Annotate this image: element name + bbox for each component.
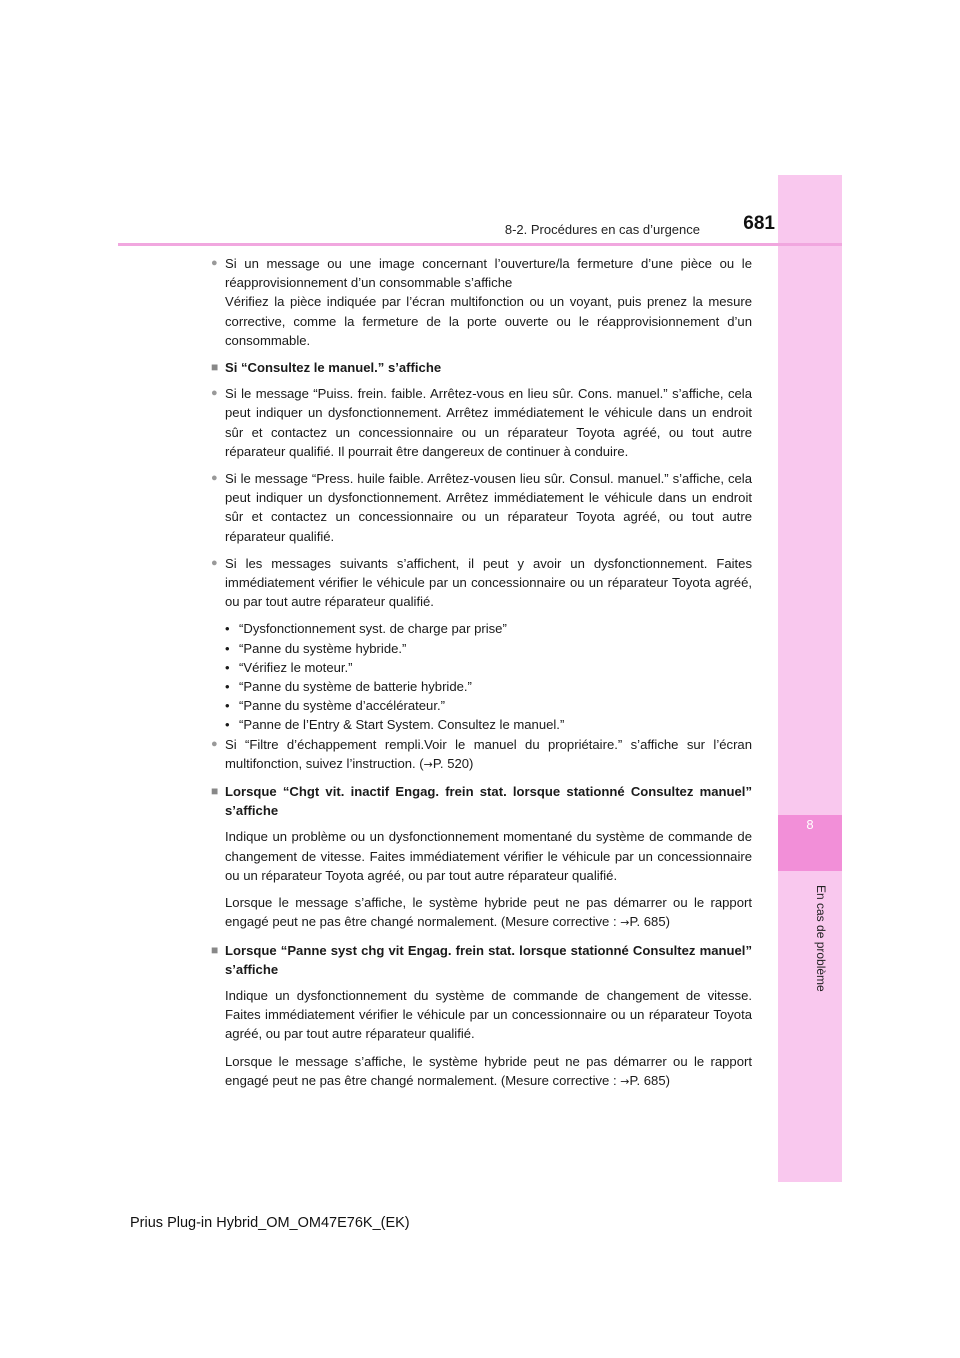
heading-text: Si “Consultez le manuel.” s’affiche	[225, 360, 442, 376]
section-heading	[211, 782, 752, 820]
page-ref-arrow-icon: →	[620, 1074, 630, 1088]
page-number: 681	[743, 213, 775, 234]
footer-document-id: Prius Plug-in Hybrid_OM_OM47E76K_(EK)	[130, 1215, 410, 1231]
bullet-text: Si un message ou une image concernant l’ouverture/la fermeture d’une pièce ou le réapprovisionnement d’un consommable s’affiche	[225, 256, 752, 291]
list-item: • “Panne du système hybride.”	[225, 640, 407, 656]
bullet-circle-icon: ●	[211, 387, 218, 400]
page-ref-arrow-icon: →	[423, 757, 433, 771]
square-bullet-icon: ■	[211, 784, 219, 799]
bullet-circle-icon: ●	[211, 472, 218, 485]
square-bullet-icon: ■	[211, 942, 219, 957]
bullet-item	[211, 554, 752, 612]
bullet-circle-icon: ●	[211, 737, 218, 750]
header-rule	[118, 243, 842, 246]
paragraph: Lorsque le message s’affiche, le système hybride peut ne pas démarrer ou le rapport engagé peut ne pas être changé normalement. (Mesure corrective : →P. 685)	[225, 895, 752, 930]
paragraph: Indique un dysfonctionnement du système de commande de changement de vitesse. Faites immédiatement vérifier le véhicule par un concessionnaire ou un réparateur Toyota agréé, ou par tout autre réparateur qualifié.	[225, 987, 752, 1042]
list-item: • “Panne du système d’accélérateur.”	[225, 698, 445, 714]
square-bullet-icon: ■	[211, 360, 219, 375]
bullet-circle-icon: ●	[211, 556, 218, 569]
bullet-item	[211, 735, 752, 774]
bullet-text: Si le message “Puiss. frein. faible. Arrêtez-vous en lieu sûr. Cons. manuel.” s’affiche, cela peut indiquer un dysfonctionnement. Arrêtez immédiatement le véhicule dans un endroit sûr et contactez un concessionnaire ou un réparateur Toyota agréé, ou tout autre réparateur qualifié. Il pourrait être dangereux de continuer à conduire.	[225, 386, 752, 459]
page-ref-link[interactable]: P. 685)	[629, 1072, 670, 1088]
chapter-title: En cas de problème	[814, 885, 828, 992]
bullet-text: Si le message “Press. huile faible. Arrêtez-vousen lieu sûr. Consul. manuel.” s’affiche, cela peut indiquer un dysfonctionnement. Arrêtez immédiatement le véhicule dans un endroit sûr et contactez un concessionnaire ou un réparateur Toyota agréé, ou tout autre réparateur qualifié.	[225, 471, 752, 544]
section-title: 8-2. Procédures en cas d’urgence	[504, 222, 700, 237]
bullet-body: Vérifiez la pièce indiquée par l’écran multifonction ou un voyant, puis prenez la mesure corrective, comme la fermeture de la porte ouverte ou le réapprovisionnement d’un consommable.	[225, 294, 752, 348]
list-item: • “Panne du système de batterie hybride.”	[225, 679, 472, 695]
page-ref-link[interactable]: P. 685)	[629, 914, 670, 930]
list-item: • “Panne de l’Entry & Start System. Consultez le manuel.”	[225, 717, 565, 733]
page-content	[211, 254, 752, 1091]
bullet-text: Si “Filtre d’échappement rempli.Voir le manuel du propriétaire.” s’affiche sur l’écran multifonction, suivez l’instruction. (→P. 520)	[225, 736, 752, 771]
section-heading	[211, 941, 752, 979]
heading-text: Lorsque “Panne syst chg vit Engag. frein stat. lorsque stationné Consultez manuel” s’affiche	[225, 942, 752, 977]
paragraph: Indique un problème ou un dysfonctionnement momentané du système de commande de changement de vitesse. Faites immédiatement vérifier le véhicule par un concessionnaire ou un réparateur Toyota agréé, ou par tout autre réparateur qualifié.	[225, 829, 752, 883]
message-list	[211, 619, 752, 734]
page-ref-link[interactable]: P. 520)	[432, 755, 474, 771]
paragraph: Lorsque le message s’affiche, le système hybride peut ne pas démarrer ou le rapport engagé peut ne pas être changé normalement. (Mesure corrective : →P. 685)	[225, 1053, 752, 1088]
section-heading	[211, 358, 752, 377]
bullet-circle-icon: ●	[211, 257, 218, 269]
chapter-side-tab	[778, 175, 842, 1182]
bullet-item	[211, 254, 752, 292]
bullet-text: Si les messages suivants s’affichent, il peut y avoir un dysfonctionnement. Faites immédiatement vérifier le véhicule par un concessionnaire ou un réparateur Toyota agréé, ou par tout autre réparateur qualifié.	[225, 555, 752, 610]
bullet-item	[211, 384, 752, 461]
bullet-item	[211, 469, 752, 546]
list-item: • “Vérifiez le moteur.”	[225, 659, 353, 675]
heading-text: Lorsque “Chgt vit. inactif Engag. frein stat. lorsque stationné Consultez manuel” s’affiche	[225, 784, 752, 819]
chapter-number: 8	[806, 817, 814, 832]
list-item: • “Dysfonctionnement syst. de charge par prise”	[225, 621, 507, 637]
page-ref-arrow-icon: →	[620, 916, 630, 930]
